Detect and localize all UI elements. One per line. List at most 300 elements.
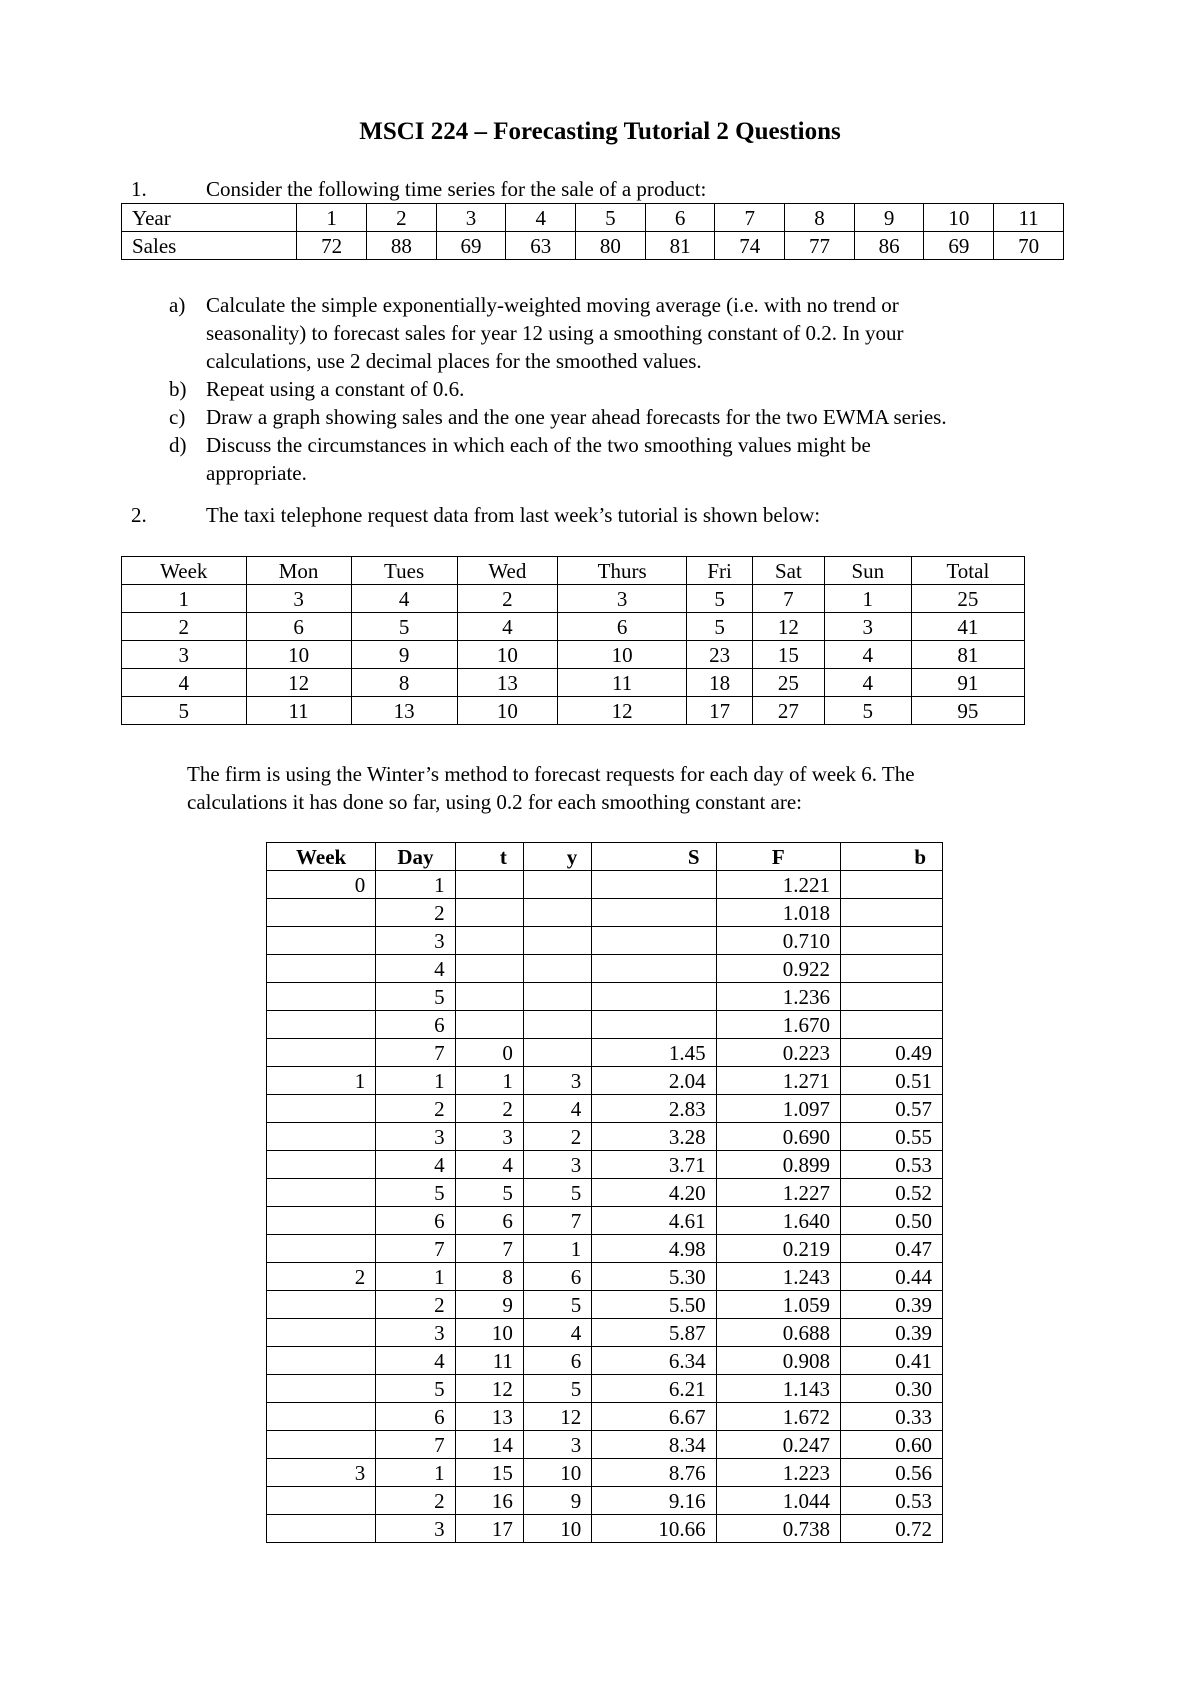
table-row (267, 1431, 943, 1459)
table-cell: 0.690 (716, 1123, 840, 1151)
table-cell: 3 (376, 1123, 455, 1151)
table-cell (267, 1039, 376, 1067)
table-cell: 3 (455, 1123, 523, 1151)
table-cell: 4 (122, 669, 247, 697)
column-header: Mon (246, 557, 351, 585)
part-a-line-3: calculations, use 2 decimal places for the smoothed values. (206, 349, 702, 373)
table-cell: 3.28 (592, 1123, 716, 1151)
table-cell: 0.51 (840, 1067, 942, 1095)
column-header: b (840, 843, 942, 871)
table-cell: 0.738 (716, 1515, 840, 1543)
table-row (267, 1375, 943, 1403)
table-cell: 0.72 (840, 1515, 942, 1543)
sales-cell: 80 (576, 232, 646, 260)
table-cell: 10 (523, 1459, 591, 1487)
table-cell (267, 1207, 376, 1235)
table-cell: 3 (122, 641, 247, 669)
year-cell: 5 (576, 204, 646, 232)
table-cell (267, 1403, 376, 1431)
year-cell: 1 (297, 204, 367, 232)
table-cell: 5 (687, 613, 753, 641)
table-cell: 3 (376, 927, 455, 955)
table-row (267, 1179, 943, 1207)
column-header: Wed (457, 557, 558, 585)
table-cell: 6.67 (592, 1403, 716, 1431)
table-cell: 5 (376, 1179, 455, 1207)
table-cell (523, 1011, 591, 1039)
table-cell: 4 (351, 585, 457, 613)
table-cell: 0.33 (840, 1403, 942, 1431)
table-cell: 7 (752, 585, 824, 613)
taxi-table-body (122, 585, 1025, 725)
table-cell: 12 (752, 613, 824, 641)
table-cell (267, 1515, 376, 1543)
table-cell: 0.44 (840, 1263, 942, 1291)
table-cell: 0.52 (840, 1179, 942, 1207)
table-cell: 0.899 (716, 1151, 840, 1179)
sales-table-sales-row (122, 232, 1064, 260)
table-row (267, 1123, 943, 1151)
table-cell: 3 (376, 1319, 455, 1347)
table-row (267, 1459, 943, 1487)
table-cell: 1.243 (716, 1263, 840, 1291)
table-cell: 5.50 (592, 1291, 716, 1319)
table-cell: 2 (376, 1095, 455, 1123)
table-cell: 9.16 (592, 1487, 716, 1515)
table-cell (267, 1011, 376, 1039)
table-cell: 13 (457, 669, 558, 697)
table-cell: 3 (523, 1151, 591, 1179)
sales-cell: 69 (436, 232, 506, 260)
table-cell: 4 (376, 1151, 455, 1179)
table-cell (840, 899, 942, 927)
table-cell: 2 (376, 1487, 455, 1515)
table-cell: 3.71 (592, 1151, 716, 1179)
table-cell: 2 (457, 585, 558, 613)
table-row (267, 1207, 943, 1235)
table-cell: 0.223 (716, 1039, 840, 1067)
table-cell: 5 (122, 697, 247, 725)
table-cell (592, 927, 716, 955)
table-row (122, 641, 1025, 669)
table-row (267, 899, 943, 927)
table-row (267, 1151, 943, 1179)
table-cell: 3 (376, 1515, 455, 1543)
table-cell: 1 (267, 1067, 376, 1095)
table-cell (455, 927, 523, 955)
table-cell: 25 (752, 669, 824, 697)
table-cell: 5.30 (592, 1263, 716, 1291)
table-cell: 15 (455, 1459, 523, 1487)
table-cell: 5 (687, 585, 753, 613)
table-row (267, 1403, 943, 1431)
table-cell: 0.56 (840, 1459, 942, 1487)
table-row (267, 927, 943, 955)
table-cell: 1.227 (716, 1179, 840, 1207)
table-cell (267, 1291, 376, 1319)
table-cell: 5 (523, 1179, 591, 1207)
table-cell (267, 1375, 376, 1403)
part-c-label: c) (169, 405, 186, 429)
year-cell: 9 (854, 204, 924, 232)
year-cell: 8 (785, 204, 855, 232)
table-row (267, 871, 943, 899)
table-cell: 10 (246, 641, 351, 669)
table-cell: 11 (558, 669, 687, 697)
table-cell: 15 (752, 641, 824, 669)
table-cell (523, 899, 591, 927)
table-cell: 1.640 (716, 1207, 840, 1235)
table-cell (267, 899, 376, 927)
part-a-label: a) (169, 293, 186, 317)
table-cell: 0 (267, 871, 376, 899)
table-cell: 7 (523, 1207, 591, 1235)
table-cell (455, 1011, 523, 1039)
table-cell (523, 1039, 591, 1067)
table-cell: 9 (523, 1487, 591, 1515)
table-cell: 1 (376, 1263, 455, 1291)
table-cell: 5 (351, 613, 457, 641)
table-cell (840, 983, 942, 1011)
table-cell: 95 (911, 697, 1024, 725)
table-cell: 6 (558, 613, 687, 641)
column-header: F (716, 843, 840, 871)
table-cell: 0.53 (840, 1151, 942, 1179)
table-row (122, 585, 1025, 613)
table-cell: 0.39 (840, 1291, 942, 1319)
table-row (122, 669, 1025, 697)
table-cell: 1 (376, 871, 455, 899)
table-cell: 4 (824, 641, 911, 669)
table-cell (840, 927, 942, 955)
taxi-request-table (121, 556, 1025, 725)
part-b-line-1: Repeat using a constant of 0.6. (206, 377, 465, 401)
table-cell: 4.98 (592, 1235, 716, 1263)
table-row (267, 983, 943, 1011)
table-cell: 2 (455, 1095, 523, 1123)
table-cell (523, 955, 591, 983)
table-cell: 3 (558, 585, 687, 613)
table-cell: 1.059 (716, 1291, 840, 1319)
table-cell: 6 (455, 1207, 523, 1235)
table-cell: 1.097 (716, 1095, 840, 1123)
table-cell: 0.30 (840, 1375, 942, 1403)
column-header: Day (376, 843, 455, 871)
table-cell: 10 (457, 641, 558, 669)
sales-cell: 74 (715, 232, 785, 260)
table-cell: 4.61 (592, 1207, 716, 1235)
table-row (267, 955, 943, 983)
sales-cell: 70 (994, 232, 1064, 260)
table-row (267, 1347, 943, 1375)
year-cell: 2 (366, 204, 436, 232)
table-cell: 2.83 (592, 1095, 716, 1123)
table-cell: 8.34 (592, 1431, 716, 1459)
table-cell: 0.39 (840, 1319, 942, 1347)
table-cell: 10 (457, 697, 558, 725)
sales-table (121, 203, 1064, 260)
table-cell: 1.672 (716, 1403, 840, 1431)
table-cell: 4 (523, 1095, 591, 1123)
sales-cell: 69 (924, 232, 994, 260)
table-cell: 41 (911, 613, 1024, 641)
winters-method-table (266, 842, 943, 1543)
column-header: t (455, 843, 523, 871)
table-cell: 1.143 (716, 1375, 840, 1403)
part-d-line-2: appropriate. (206, 461, 307, 485)
sales-cell: 77 (785, 232, 855, 260)
table-cell: 5 (824, 697, 911, 725)
part-a-line-2: seasonality) to forecast sales for year 12 using a smoothing constant of 0.2. In your (206, 321, 904, 345)
table-cell: 6 (246, 613, 351, 641)
table-cell (592, 983, 716, 1011)
table-cell: 3 (246, 585, 351, 613)
table-cell (267, 955, 376, 983)
table-cell: 6.21 (592, 1375, 716, 1403)
table-row (267, 1487, 943, 1515)
table-cell (267, 983, 376, 1011)
table-cell: 1.271 (716, 1067, 840, 1095)
table-cell: 9 (351, 641, 457, 669)
taxi-table-header-row (122, 557, 1025, 585)
table-cell: 5 (455, 1179, 523, 1207)
table-cell: 0.688 (716, 1319, 840, 1347)
year-label: Year (122, 204, 297, 232)
winters-table-body (267, 871, 943, 1543)
table-cell: 0.50 (840, 1207, 942, 1235)
table-cell: 4 (457, 613, 558, 641)
table-cell: 7 (455, 1235, 523, 1263)
table-row (267, 1039, 943, 1067)
table-cell: 10 (523, 1515, 591, 1543)
part-c-line-1: Draw a graph showing sales and the one year ahead forecasts for the two EWMA series. (206, 405, 947, 429)
question-2-number: 2. (131, 503, 147, 527)
table-row (122, 613, 1025, 641)
year-cell: 4 (506, 204, 576, 232)
table-cell: 1 (376, 1459, 455, 1487)
sales-cell: 88 (366, 232, 436, 260)
table-cell: 0.53 (840, 1487, 942, 1515)
table-cell: 0.922 (716, 955, 840, 983)
table-cell: 1.044 (716, 1487, 840, 1515)
table-cell: 1 (376, 1067, 455, 1095)
table-cell: 1.221 (716, 871, 840, 899)
table-cell: 12 (455, 1375, 523, 1403)
column-header: Fri (687, 557, 753, 585)
table-cell: 17 (455, 1515, 523, 1543)
table-cell: 4 (376, 955, 455, 983)
table-cell: 4 (523, 1319, 591, 1347)
table-cell: 3 (523, 1067, 591, 1095)
table-cell: 4 (376, 1347, 455, 1375)
table-cell: 11 (246, 697, 351, 725)
table-cell: 17 (687, 697, 753, 725)
year-cell: 10 (924, 204, 994, 232)
table-cell: 10 (558, 641, 687, 669)
table-cell (267, 1235, 376, 1263)
table-cell: 16 (455, 1487, 523, 1515)
table-cell (267, 1487, 376, 1515)
question-1-number: 1. (131, 177, 147, 201)
table-cell: 14 (455, 1431, 523, 1459)
table-cell: 1.670 (716, 1011, 840, 1039)
table-cell: 2.04 (592, 1067, 716, 1095)
table-cell: 12 (558, 697, 687, 725)
table-cell: 0.710 (716, 927, 840, 955)
sales-table-year-row (122, 204, 1064, 232)
table-cell (267, 1431, 376, 1459)
part-d-line-1: Discuss the circumstances in which each of the two smoothing values might be (206, 433, 871, 457)
table-cell: 10 (455, 1319, 523, 1347)
table-cell (455, 983, 523, 1011)
table-cell (840, 871, 942, 899)
table-cell: 8 (455, 1263, 523, 1291)
part-a-line-1: Calculate the simple exponentially-weighted moving average (i.e. with no trend or (206, 293, 899, 317)
column-header: Total (911, 557, 1024, 585)
table-cell: 2 (267, 1263, 376, 1291)
table-cell: 1.236 (716, 983, 840, 1011)
column-header: S (592, 843, 716, 871)
sales-cell: 63 (506, 232, 576, 260)
table-cell (267, 927, 376, 955)
winters-table-header-row (267, 843, 943, 871)
table-cell (840, 1011, 942, 1039)
sales-cell: 86 (854, 232, 924, 260)
table-cell: 5 (523, 1291, 591, 1319)
table-cell (840, 955, 942, 983)
table-cell: 1 (824, 585, 911, 613)
table-cell: 4.20 (592, 1179, 716, 1207)
table-cell: 0.60 (840, 1431, 942, 1459)
table-cell (592, 899, 716, 927)
column-header: Sun (824, 557, 911, 585)
table-cell (267, 1179, 376, 1207)
table-cell: 0.57 (840, 1095, 942, 1123)
table-cell: 0.41 (840, 1347, 942, 1375)
column-header: Sat (752, 557, 824, 585)
table-cell: 5 (376, 1375, 455, 1403)
table-cell: 10.66 (592, 1515, 716, 1543)
sales-label: Sales (122, 232, 297, 260)
table-cell: 2 (523, 1123, 591, 1151)
table-cell: 23 (687, 641, 753, 669)
page-title: MSCI 224 – Forecasting Tutorial 2 Questions (359, 118, 841, 145)
table-cell: 0.55 (840, 1123, 942, 1151)
question-1-intro: Consider the following time series for the sale of a product: (206, 177, 707, 201)
table-cell: 1.45 (592, 1039, 716, 1067)
question-2-intro: The taxi telephone request data from last week’s tutorial is shown below: (206, 503, 821, 527)
table-cell: 12 (523, 1403, 591, 1431)
table-cell (455, 955, 523, 983)
table-cell: 0.247 (716, 1431, 840, 1459)
table-cell (592, 871, 716, 899)
table-cell (267, 1095, 376, 1123)
table-cell: 2 (122, 613, 247, 641)
table-cell (592, 955, 716, 983)
table-cell: 13 (455, 1403, 523, 1431)
table-cell: 25 (911, 585, 1024, 613)
table-cell: 8 (351, 669, 457, 697)
table-cell: 9 (455, 1291, 523, 1319)
column-header: Week (122, 557, 247, 585)
table-cell: 6 (376, 1207, 455, 1235)
table-cell: 11 (455, 1347, 523, 1375)
table-cell (267, 1347, 376, 1375)
year-cell: 6 (645, 204, 715, 232)
table-row (267, 1067, 943, 1095)
table-cell: 27 (752, 697, 824, 725)
table-cell: 1 (122, 585, 247, 613)
table-cell: 5.87 (592, 1319, 716, 1347)
table-cell (267, 1151, 376, 1179)
table-row (267, 1263, 943, 1291)
column-header: Thurs (558, 557, 687, 585)
table-cell: 7 (376, 1431, 455, 1459)
sales-cell: 81 (645, 232, 715, 260)
table-cell: 0.908 (716, 1347, 840, 1375)
table-cell (592, 1011, 716, 1039)
table-cell (523, 927, 591, 955)
table-cell: 5 (523, 1375, 591, 1403)
table-row (267, 1095, 943, 1123)
table-row (267, 1319, 943, 1347)
table-cell: 6 (376, 1403, 455, 1431)
table-row (267, 1515, 943, 1543)
table-cell (523, 983, 591, 1011)
table-cell: 0.49 (840, 1039, 942, 1067)
table-cell: 1 (523, 1235, 591, 1263)
column-header: Week (267, 843, 376, 871)
table-cell: 3 (523, 1431, 591, 1459)
table-cell: 1.018 (716, 899, 840, 927)
table-cell: 0 (455, 1039, 523, 1067)
table-cell: 3 (824, 613, 911, 641)
column-header: y (523, 843, 591, 871)
year-cell: 11 (994, 204, 1064, 232)
table-cell: 1 (455, 1067, 523, 1095)
year-cell: 3 (436, 204, 506, 232)
table-cell: 6.34 (592, 1347, 716, 1375)
part-b-label: b) (169, 377, 187, 401)
table-cell: 18 (687, 669, 753, 697)
table-cell: 2 (376, 1291, 455, 1319)
winters-intro-line-1: The firm is using the Winter’s method to forecast requests for each day of week 6. The (187, 762, 915, 786)
table-row (267, 1011, 943, 1039)
table-cell: 2 (376, 899, 455, 927)
table-cell: 3 (267, 1459, 376, 1487)
table-row (267, 1235, 943, 1263)
table-cell: 5 (376, 983, 455, 1011)
table-cell: 6 (376, 1011, 455, 1039)
table-cell: 13 (351, 697, 457, 725)
table-cell: 0.47 (840, 1235, 942, 1263)
table-cell: 91 (911, 669, 1024, 697)
table-cell: 0.219 (716, 1235, 840, 1263)
table-row (122, 697, 1025, 725)
table-cell: 1.223 (716, 1459, 840, 1487)
part-d-label: d) (169, 433, 187, 457)
table-cell: 7 (376, 1039, 455, 1067)
winters-intro-line-2: calculations it has done so far, using 0.2 for each smoothing constant are: (187, 790, 802, 814)
table-cell (455, 871, 523, 899)
sales-cell: 72 (297, 232, 367, 260)
table-cell: 6 (523, 1263, 591, 1291)
table-cell: 8.76 (592, 1459, 716, 1487)
table-cell: 81 (911, 641, 1024, 669)
table-cell: 6 (523, 1347, 591, 1375)
table-cell (267, 1319, 376, 1347)
table-cell: 7 (376, 1235, 455, 1263)
